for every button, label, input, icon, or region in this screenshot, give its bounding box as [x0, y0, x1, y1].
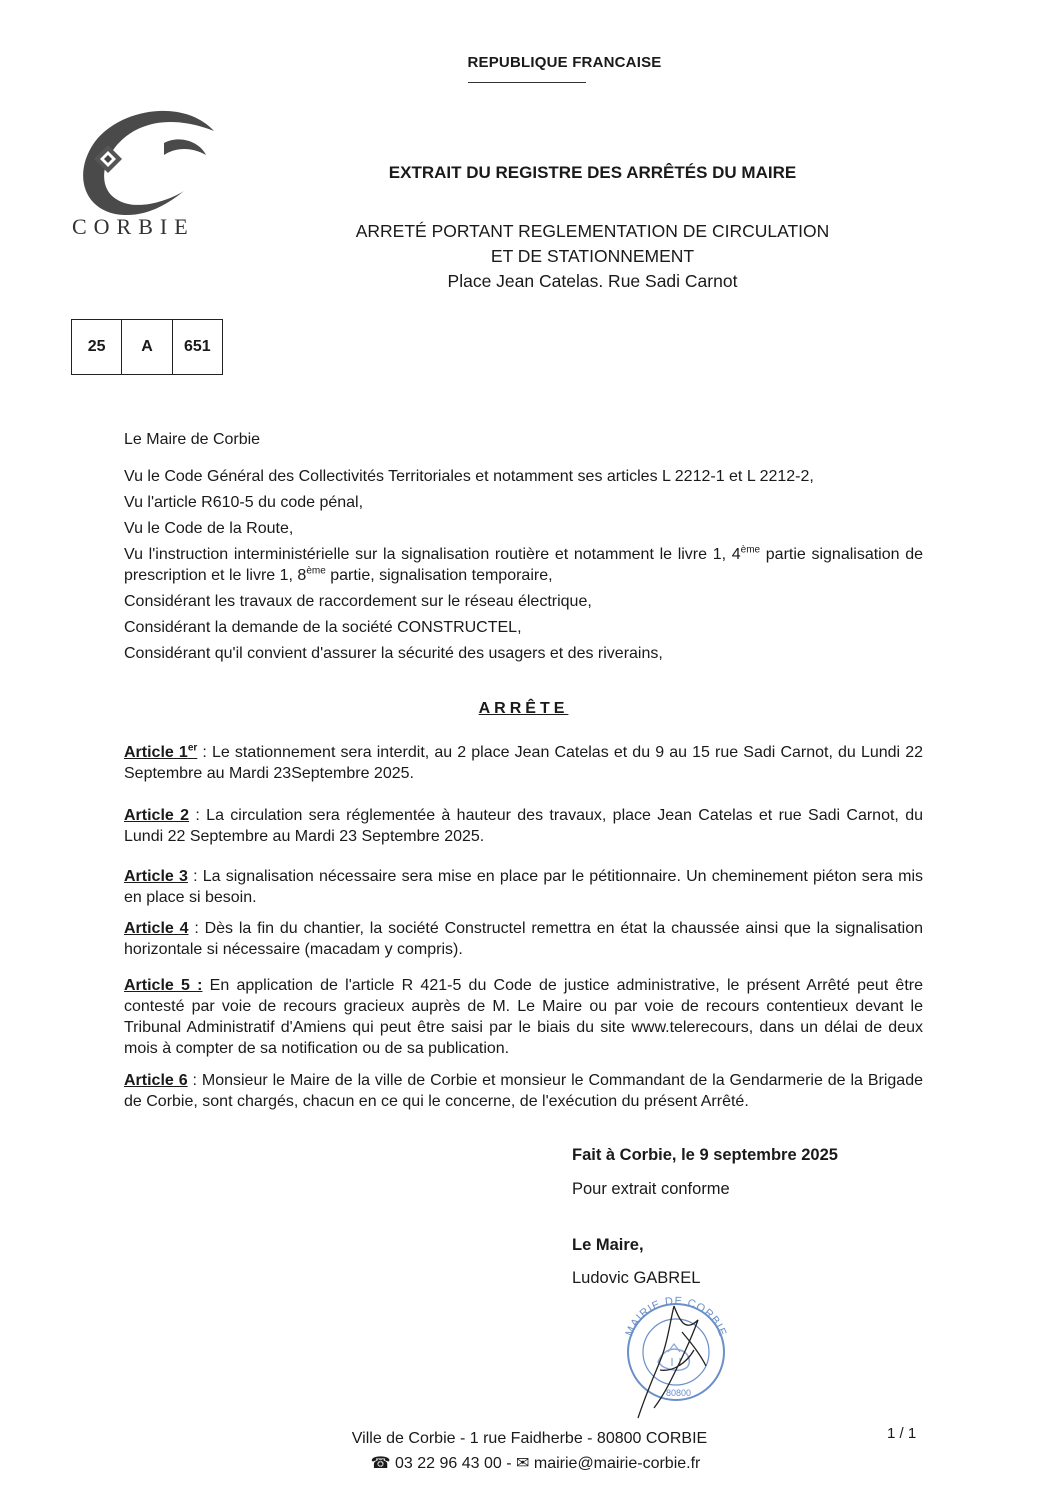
article-1 [124, 742, 923, 784]
official-stamp [610, 1292, 740, 1427]
preamble-considerant-demande: Considérant la demande de la société CONSTRUCTEL, [124, 619, 522, 636]
vu4-sup1: ème [740, 544, 761, 556]
signatory-name: Ludovic GABREL [572, 1269, 701, 1287]
preamble-considerant-securite: Considérant qu'il convient d'assurer la sécurité des usagers et des riverains, [124, 645, 663, 662]
article-5 [124, 975, 923, 1059]
register-number-box [71, 319, 223, 375]
vu4-part3: partie, signalisation temporaire, [325, 567, 553, 584]
arrete-heading: ARRÊTE [478, 700, 569, 717]
register-letter: A [122, 320, 172, 374]
decree-title-line2: ET DE STATIONNEMENT [490, 246, 695, 266]
article-1-label-text: Article 1 [124, 744, 188, 761]
register-title: EXTRAIT DU REGISTRE DES ARRÊTÉS DU MAIRE [388, 163, 797, 182]
article-3 [124, 866, 923, 908]
decree-location: Place Jean Catelas. Rue Sadi Carnot [447, 271, 738, 291]
article-4-text: : Dès la fin du chantier, la société Constructel remettra en état la chaussée ainsi que la signalisation horizontale si nécessaire (macadam y compris). [124, 920, 923, 958]
preamble-vu-instruction [124, 544, 923, 586]
republic-heading: REPUBLIQUE FRANCAISE [467, 54, 662, 71]
article-4-label: Article 4 [124, 920, 189, 937]
register-number: 651 [183, 338, 211, 355]
article-1-text: : Le stationnement sera interdit, au 2 place Jean Catelas et du 9 au 15 rue Sadi Carnot, du Lundi 22 Septembre au Mardi 23Septembre 2025. [124, 744, 924, 782]
footer-phone: 03 22 96 43 00 - [395, 1455, 512, 1472]
article-5-text: En application de l'article R 421-5 du Code de justice administrative, le présent Arrêté peut être contesté par voie de recours gracieux auprès de M. Le Maire ou par voie de recours contentieux devant le Tribunal Administratif d'Amiens qui peut être saisi par le biais du site www.telerecours, dans un délai de deux mois à compter de sa notification ou de sa publication. [124, 977, 923, 1057]
register-year: 25 [72, 320, 122, 374]
svg-text:MAIRIE DE CORBIE: MAIRIE DE CORBIE [623, 1295, 729, 1339]
preamble-vu-penal: Vu l'article R610-5 du code pénal, [124, 494, 364, 511]
fax-icon: ✉ [516, 1455, 530, 1472]
article-5-label: Article 5 : [124, 977, 203, 994]
article-2-text: : La circulation sera réglementée à hauteur des travaux, place Jean Catelas et rue Sadi Carnot, du Lundi 22 Septembre au Mardi 23 Septembre 2025. [124, 807, 924, 845]
article-1-label [124, 744, 197, 761]
heading-rule [468, 82, 586, 83]
article-4 [124, 918, 923, 960]
vu4-sup2: ème [306, 565, 326, 577]
footer-email[interactable]: mairie@mairie-corbie.fr [533, 1455, 701, 1472]
vu4-part1: Vu l'instruction interministérielle sur la signalisation routière et notamment le livre 1, 4 [124, 546, 741, 563]
page-number: 1 / 1 [887, 1425, 917, 1442]
footer-contact [0, 1453, 1059, 1473]
preamble-intro: Le Maire de Corbie [124, 431, 261, 448]
phone-icon: ☎ [370, 1455, 391, 1472]
article-2-label: Article 2 [124, 807, 190, 824]
article-6-text: : Monsieur le Maire de la ville de Corbie et monsieur le Commandant de la Gendarmerie de la Brigade de Corbie, sont chargés, chacun en ce qui le concerne, de l'exécution du présent Arrêté. [124, 1072, 923, 1110]
decree-title [300, 219, 885, 294]
article-6 [124, 1070, 923, 1112]
svg-text:80800: 80800 [666, 1388, 692, 1398]
article-2 [124, 805, 923, 847]
preamble-vu-route: Vu le Code de la Route, [124, 520, 294, 537]
article-3-label: Article 3 [124, 868, 188, 885]
preamble-considerant-travaux: Considérant les travaux de raccordement sur le réseau électrique, [124, 593, 592, 610]
logo-wordmark: CORBIE [72, 214, 195, 239]
vu4-part2: partie signalisation de prescription et le livre 1, 8 [124, 546, 924, 584]
article-3-text: : La signalisation nécessaire sera mise en place par le pétitionnaire. Un cheminement piéton sera mis en place si besoin. [124, 868, 924, 906]
place-date: Fait à Corbie, le 9 septembre 2025 [572, 1146, 838, 1164]
decree-title-line1: ARRETÉ PORTANT REGLEMENTATION DE CIRCULATION [355, 221, 830, 241]
extract-conform: Pour extrait conforme [572, 1180, 730, 1198]
footer-address: Ville de Corbie - 1 rue Faidherbe - 80800 CORBIE [351, 1430, 708, 1447]
preamble [124, 429, 923, 664]
signatory-role: Le Maire, [572, 1236, 644, 1254]
preamble-vu-cgct: Vu le Code Général des Collectivités Territoriales et notamment ses articles L 2212-1 et L 2212-2, [124, 468, 814, 485]
article-1-sup: er [187, 742, 198, 754]
article-6-label: Article 6 [124, 1072, 188, 1089]
